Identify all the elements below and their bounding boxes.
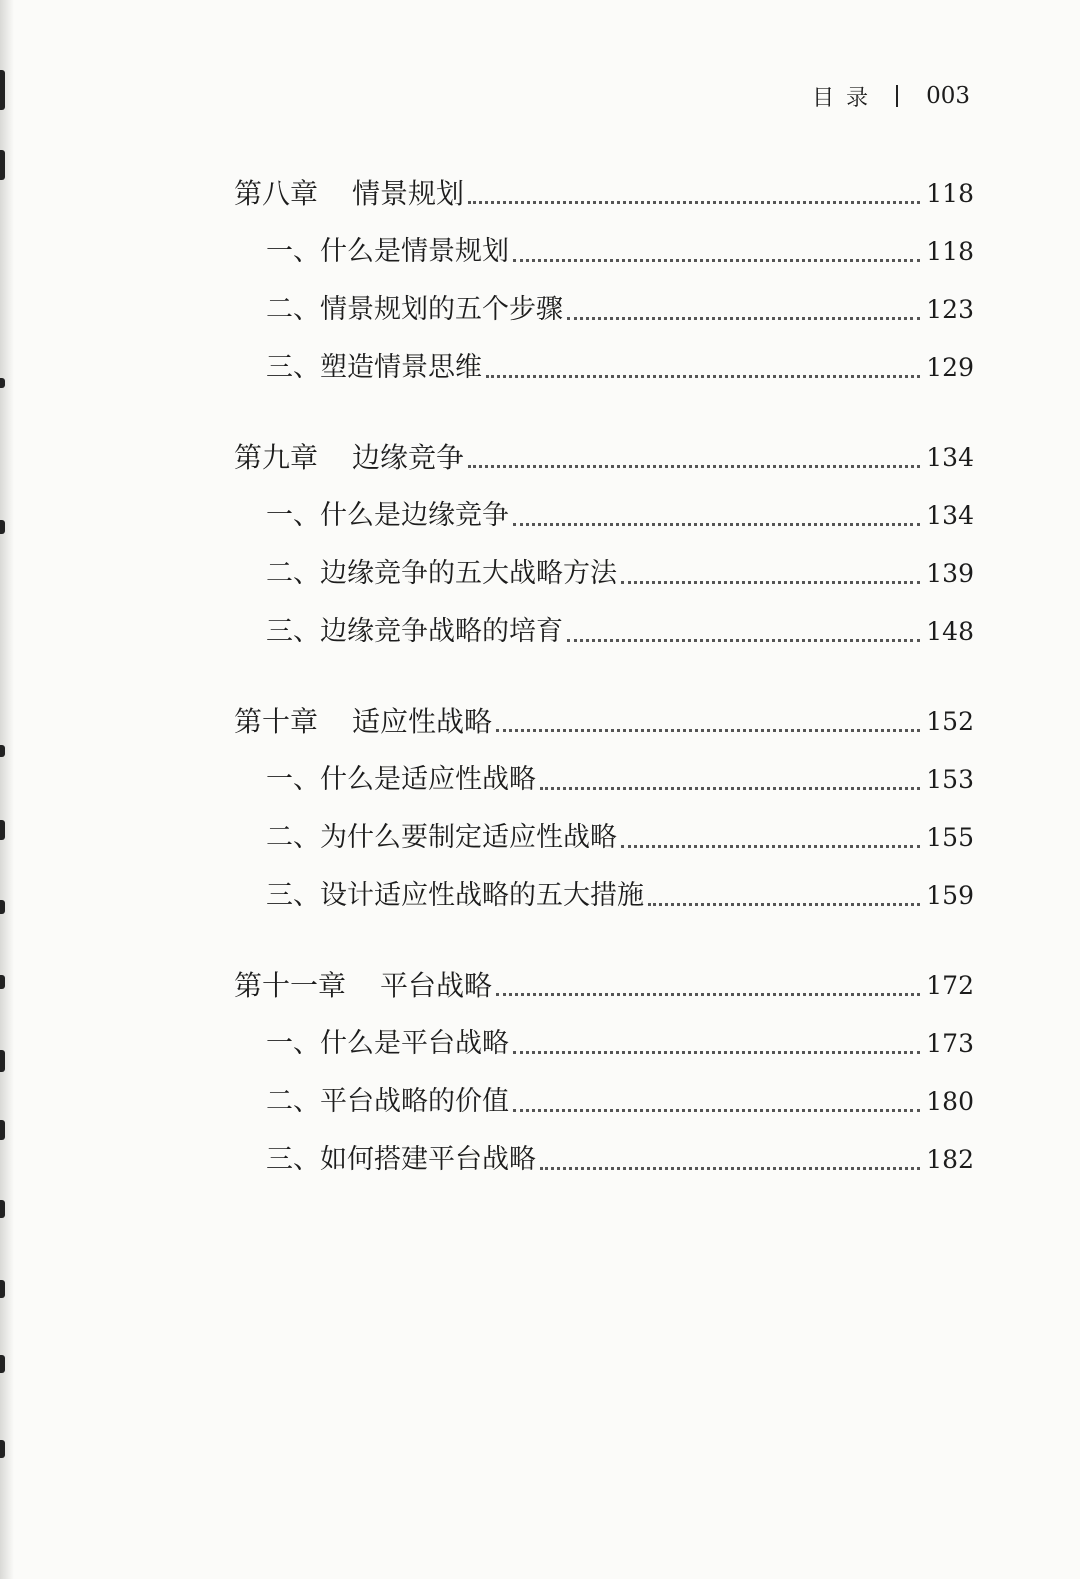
scan-edge-mark [0,378,5,388]
section-title: 三、设计适应性战略的五大措施 [266,880,644,911]
section-title: 二、边缘竞争的五大战略方法 [266,558,617,589]
chapter-label: 第八章 [234,177,319,210]
section-title: 一、什么是平台战略 [266,1028,509,1059]
toc-chapter-entry[interactable] [234,156,974,214]
section-title: 一、什么是适应性战略 [266,764,536,795]
page-edge-shadow [0,0,14,1579]
dot-leader [468,464,920,468]
scan-edge-mark [0,1050,5,1072]
section-title: 三、如何搭建平台战略 [266,1144,536,1175]
section-page-number: 159 [926,881,974,910]
chapter-label: 第十章 [234,705,319,738]
dot-leader [540,1166,920,1170]
section-page-number: 180 [926,1087,974,1116]
section-page-number: 148 [926,617,974,646]
dot-leader [540,786,920,790]
dot-leader [486,374,920,378]
section-page-number: 118 [926,237,974,266]
section-title: 二、情景规划的五个步骤 [266,294,563,325]
scan-edge-mark [0,1120,5,1140]
scan-edge-mark [0,520,5,534]
toc-chapter [234,948,974,1180]
toc-chapter [234,156,974,388]
dot-leader [513,1050,920,1054]
toc-section-entry[interactable] [234,478,974,536]
chapter-page-number: 134 [926,443,974,472]
chapter-name: 情景规划 [352,177,465,210]
toc-section-entry[interactable] [234,858,974,916]
scan-edge-mark [0,150,5,180]
section-title: 三、塑造情景思维 [266,352,482,383]
toc-section-entry[interactable] [234,272,974,330]
dot-leader [621,580,920,584]
chapter-page-number: 118 [926,179,974,208]
dot-leader [621,844,920,848]
chapter-name: 平台战略 [380,969,493,1002]
section-page-number: 134 [926,501,974,530]
scan-edge-mark [0,1355,5,1373]
toc-chapter-entry[interactable] [234,948,974,1006]
scan-edge-mark [0,820,5,840]
header-separator [896,85,898,107]
scan-edge-mark [0,1440,5,1458]
toc-section-entry[interactable] [234,1006,974,1064]
section-page-number: 123 [926,295,974,324]
dot-leader [567,316,920,320]
scan-edge-mark [0,900,5,914]
dot-leader [513,258,920,262]
dot-leader [496,992,920,996]
toc-section-entry[interactable] [234,214,974,272]
section-page-number: 155 [926,823,974,852]
toc-chapter-entry[interactable] [234,420,974,478]
chapter-title [234,438,464,478]
dot-leader [496,728,920,732]
chapter-title [234,966,492,1006]
dot-leader [648,902,920,906]
scan-edge-mark [0,745,5,757]
chapter-name: 边缘竞争 [352,441,465,474]
section-page-number: 129 [926,353,974,382]
chapter-page-number: 152 [926,707,974,736]
chapter-title [234,174,464,214]
dot-leader [468,200,920,204]
chapter-page-number: 172 [926,971,974,1000]
toc-section-entry[interactable] [234,1122,974,1180]
toc-section-entry[interactable] [234,594,974,652]
chapter-name: 适应性战略 [352,705,493,738]
dot-leader [567,638,920,642]
toc-section-entry[interactable] [234,1064,974,1122]
toc-chapter-entry[interactable] [234,684,974,742]
scan-edge-mark [0,1200,5,1218]
chapter-label: 第十一章 [234,969,347,1002]
section-page-number: 173 [926,1029,974,1058]
toc-chapter [234,420,974,652]
dot-leader [513,522,920,526]
dot-leader [513,1108,920,1112]
section-title: 一、什么是边缘竞争 [266,500,509,531]
toc-section-entry[interactable] [234,742,974,800]
section-title: 三、边缘竞争战略的培育 [266,616,563,647]
toc-section-entry[interactable] [234,800,974,858]
chapter-label: 第九章 [234,441,319,474]
scan-edge-mark [0,975,5,989]
section-title: 一、什么是情景规划 [266,236,509,267]
running-header [812,78,970,114]
scan-edge-mark [0,70,5,110]
section-title: 二、平台战略的价值 [266,1086,509,1117]
section-title: 二、为什么要制定适应性战略 [266,822,617,853]
chapter-title [234,702,492,742]
toc-chapter [234,684,974,916]
header-page-number: 003 [926,83,970,109]
toc-section-entry[interactable] [234,536,974,594]
section-page-number: 182 [926,1145,974,1174]
toc-section-entry[interactable] [234,330,974,388]
scan-edge-mark [0,1280,5,1298]
section-page-number: 153 [926,765,974,794]
header-title: 目录 [812,85,881,111]
section-page-number: 139 [926,559,974,588]
